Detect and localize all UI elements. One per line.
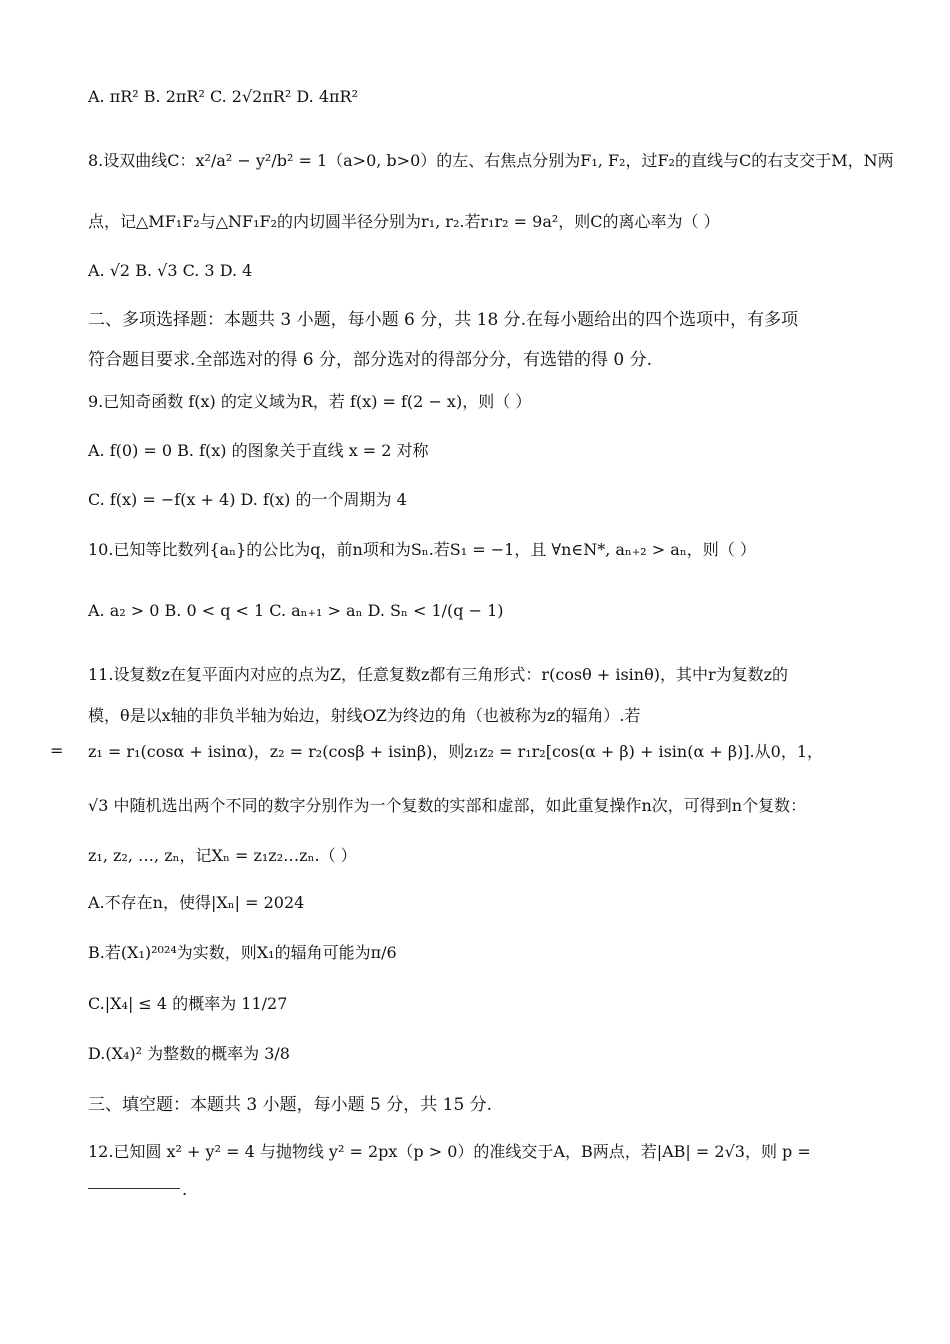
section-2-heading-line-1: 二、多项选择题：本题共 3 小题，每小题 6 分，共 18 分.在每小题给出的四个选项中，有多项 xyxy=(88,310,799,330)
q11-stem-line-1: 11.设复数z在复平面内对应的点为Z，任意复数z都有三角形式：r(cosθ + isinθ)，其中r为复数z的 xyxy=(88,665,789,684)
q9-options-a-b: A. f(0) = 0 B. f(x) 的图象关于直线 x = 2 对称 xyxy=(88,441,429,460)
q11-stem-line-5: z₁, z₂, …, zₙ，记Xₙ = z₁z₂…zₙ.（ ） xyxy=(88,846,357,865)
answer-period: . xyxy=(182,1180,188,1199)
section-3-heading: 三、填空题：本题共 3 小题，每小题 5 分，共 15 分. xyxy=(88,1095,493,1115)
q9-stem: 9.已知奇函数 f(x) 的定义域为R，若 f(x) = f(2 − x)，则（ ） xyxy=(88,392,532,411)
q11-stem-line-3: z₁ = r₁(cosα + isinα)，z₂ = r₂(cosβ + isinβ)，则z₁z₂ = r₁r₂[cos(α + β) + isin(α + β)].从0，1， xyxy=(88,742,824,761)
q8-stem-line-2: 点，记△MF₁F₂与△NF₁F₂的内切圆半径分别为r₁, r₂.若r₁r₂ = 9a²，则C的离心率为（ ） xyxy=(88,212,720,231)
q8-stem-line-1: 8.设双曲线C：x²/a² − y²/b² = 1（a>0, b>0）的左、右焦点分别为F₁, F₂，过F₂的直线与C的右支交于M，N两 xyxy=(88,151,894,170)
q7-options: A. πR² B. 2πR² C. 2√2πR² D. 4πR² xyxy=(88,87,359,106)
margin-mark: = xyxy=(50,741,64,760)
q11-option-a: A.不存在n，使得|Xₙ| = 2024 xyxy=(88,893,305,912)
q8-options: A. √2 B. √3 C. 3 D. 4 xyxy=(88,261,253,280)
q10-options: A. a₂ > 0 B. 0 < q < 1 C. aₙ₊₁ > aₙ D. Sₙ < 1/(q − 1) xyxy=(88,601,504,620)
section-2-heading-line-2: 符合题目要求.全部选对的得 6 分，部分选对的得部分分，有选错的得 0 分. xyxy=(88,350,653,370)
q11-stem-line-4: √3 中随机选出两个不同的数字分别作为一个复数的实部和虚部，如此重复操作n次，可得到n个复数： xyxy=(88,796,807,815)
q10-stem: 10.已知等比数列{aₙ}的公比为q，前n项和为Sₙ.若S₁ = −1，且 ∀n∈N*, aₙ₊₂ > aₙ，则（ ） xyxy=(88,540,756,559)
q11-option-b: B.若(X₁)²⁰²⁴为实数，则X₁的辐角可能为π/6 xyxy=(88,943,397,962)
q9-options-c-d: C. f(x) = −f(x + 4) D. f(x) 的一个周期为 4 xyxy=(88,490,407,509)
q12-stem: 12.已知圆 x² + y² = 4 与抛物线 y² = 2px（p > 0）的准线交于A，B两点，若|AB| = 2√3，则 p = xyxy=(88,1142,811,1161)
answer-blank xyxy=(88,1188,180,1189)
q11-stem-line-2: 模，θ是以x轴的非负半轴为始边，射线OZ为终边的角（也被称为z的辐角）.若 xyxy=(88,706,641,725)
q11-option-c: C.|X₄| ≤ 4 的概率为 11/27 xyxy=(88,994,288,1013)
q11-option-d: D.(X₄)² 为整数的概率为 3/8 xyxy=(88,1044,290,1063)
